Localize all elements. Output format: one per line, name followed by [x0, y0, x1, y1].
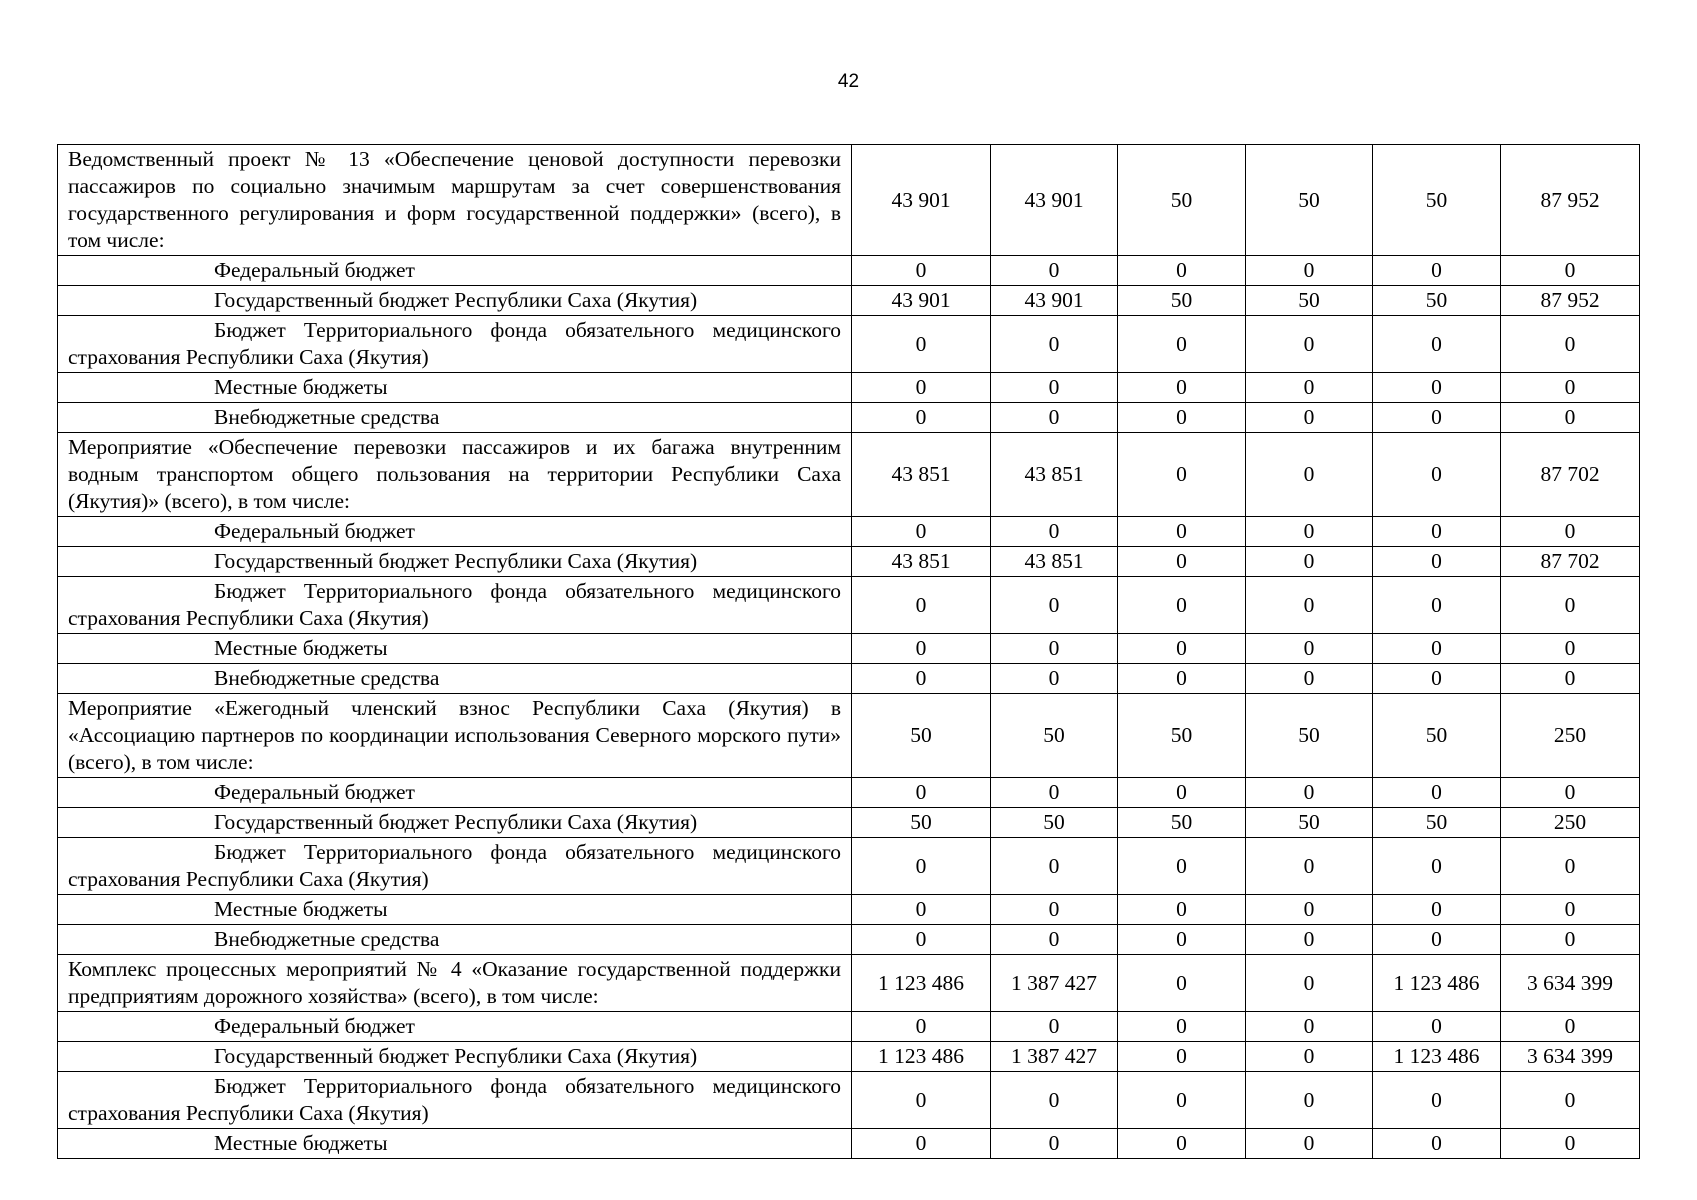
- row-label: Государственный бюджет Республики Саха (Якутия): [58, 286, 852, 316]
- value-cell: 43 851: [991, 547, 1118, 577]
- value-cell: 0: [1246, 403, 1373, 433]
- value-cell: 0: [1118, 403, 1246, 433]
- value-cell: 0: [1118, 925, 1246, 955]
- value-cell: 0: [1246, 634, 1373, 664]
- row-label: Государственный бюджет Республики Саха (Якутия): [58, 547, 852, 577]
- value-cell: 50: [1373, 808, 1501, 838]
- value-cell: 0: [991, 634, 1118, 664]
- row-label: Федеральный бюджет: [58, 1012, 852, 1042]
- table-row: [58, 1012, 1640, 1042]
- value-cell: 1 123 486: [852, 1042, 991, 1072]
- value-cell: 0: [1246, 547, 1373, 577]
- table-row: [58, 808, 1640, 838]
- page-number: 42: [837, 71, 860, 92]
- value-cell: 0: [1501, 256, 1640, 286]
- value-cell: 0: [1501, 838, 1640, 895]
- value-cell: 0: [1118, 895, 1246, 925]
- table-row: [58, 634, 1640, 664]
- section-value-cell: 0: [1118, 433, 1246, 517]
- value-cell: 87 702: [1501, 547, 1640, 577]
- value-cell: 0: [852, 1129, 991, 1159]
- section-value-cell: 50: [1246, 694, 1373, 778]
- value-cell: 0: [852, 373, 991, 403]
- value-cell: 0: [852, 403, 991, 433]
- value-cell: 0: [1501, 778, 1640, 808]
- table-row: [58, 1042, 1640, 1072]
- value-cell: 0: [1373, 316, 1501, 373]
- value-cell: 0: [1246, 778, 1373, 808]
- value-cell: 0: [1373, 925, 1501, 955]
- value-cell: 0: [1373, 577, 1501, 634]
- value-cell: 0: [1373, 1012, 1501, 1042]
- row-label: Федеральный бюджет: [58, 517, 852, 547]
- value-cell: 0: [852, 778, 991, 808]
- section-value-cell: 87 952: [1501, 145, 1640, 256]
- row-label: Государственный бюджет Республики Саха (Якутия): [58, 808, 852, 838]
- section-row: [58, 145, 1640, 256]
- value-cell: 50: [1246, 286, 1373, 316]
- row-label: Бюджет Территориального фонда обязательного медицинского страхования Республики Саха (Якутия): [58, 577, 852, 634]
- section-value-cell: 1 123 486: [852, 955, 991, 1012]
- value-cell: 0: [1118, 634, 1246, 664]
- value-cell: 0: [1118, 1129, 1246, 1159]
- value-cell: 0: [852, 577, 991, 634]
- value-cell: 0: [1246, 1072, 1373, 1129]
- value-cell: 0: [991, 925, 1118, 955]
- row-label: Внебюджетные средства: [58, 925, 852, 955]
- value-cell: 0: [1246, 838, 1373, 895]
- value-cell: 0: [1501, 1129, 1640, 1159]
- value-cell: 0: [991, 316, 1118, 373]
- value-cell: 50: [852, 808, 991, 838]
- section-value-cell: 50: [1373, 145, 1501, 256]
- table-row: [58, 1072, 1640, 1129]
- value-cell: 0: [991, 403, 1118, 433]
- value-cell: 0: [1118, 316, 1246, 373]
- value-cell: 0: [1246, 373, 1373, 403]
- section-title: Мероприятие «Обеспечение перевозки пассажиров и их багажа внутренним водным транспортом общего пользования на территории Республики Саха (Якутия)» (всего), в том числе:: [58, 433, 852, 517]
- value-cell: 0: [852, 517, 991, 547]
- section-value-cell: 43 851: [852, 433, 991, 517]
- value-cell: 0: [1501, 316, 1640, 373]
- section-value-cell: 1 123 486: [1373, 955, 1501, 1012]
- row-label: Бюджет Территориального фонда обязательного медицинского страхования Республики Саха (Якутия): [58, 838, 852, 895]
- value-cell: 50: [991, 808, 1118, 838]
- value-cell: 0: [852, 1072, 991, 1129]
- row-label: Федеральный бюджет: [58, 256, 852, 286]
- value-cell: 0: [1246, 664, 1373, 694]
- value-cell: 1 123 486: [1373, 1042, 1501, 1072]
- value-cell: 0: [1246, 925, 1373, 955]
- value-cell: 43 901: [991, 286, 1118, 316]
- value-cell: 0: [1373, 1129, 1501, 1159]
- table-row: [58, 286, 1640, 316]
- section-value-cell: 3 634 399: [1501, 955, 1640, 1012]
- value-cell: 0: [1373, 778, 1501, 808]
- value-cell: 0: [1118, 1072, 1246, 1129]
- section-row: [58, 433, 1640, 517]
- section-value-cell: 50: [1246, 145, 1373, 256]
- table-row: [58, 778, 1640, 808]
- section-value-cell: 0: [1373, 433, 1501, 517]
- table-row: [58, 895, 1640, 925]
- section-value-cell: 0: [1246, 433, 1373, 517]
- table-row: [58, 403, 1640, 433]
- value-cell: 3 634 399: [1501, 1042, 1640, 1072]
- value-cell: 0: [1118, 778, 1246, 808]
- value-cell: 0: [1501, 895, 1640, 925]
- table-row: [58, 925, 1640, 955]
- value-cell: 0: [1501, 664, 1640, 694]
- value-cell: 87 952: [1501, 286, 1640, 316]
- value-cell: 0: [1118, 256, 1246, 286]
- value-cell: 0: [1373, 256, 1501, 286]
- value-cell: 0: [1373, 547, 1501, 577]
- row-label: Бюджет Территориального фонда обязательного медицинского страхования Республики Саха (Якутия): [58, 1072, 852, 1129]
- value-cell: 0: [991, 778, 1118, 808]
- budget-table-body: [58, 145, 1640, 1159]
- section-value-cell: 0: [1246, 955, 1373, 1012]
- value-cell: 0: [1118, 838, 1246, 895]
- value-cell: 0: [852, 256, 991, 286]
- row-label: Внебюджетные средства: [58, 403, 852, 433]
- value-cell: 250: [1501, 808, 1640, 838]
- value-cell: 0: [991, 664, 1118, 694]
- section-value-cell: 50: [852, 694, 991, 778]
- table-row: [58, 256, 1640, 286]
- row-label: Государственный бюджет Республики Саха (Якутия): [58, 1042, 852, 1072]
- value-cell: 0: [1373, 373, 1501, 403]
- table-row: [58, 373, 1640, 403]
- value-cell: 0: [852, 664, 991, 694]
- section-value-cell: 0: [1118, 955, 1246, 1012]
- table-row: [58, 838, 1640, 895]
- value-cell: 0: [1118, 577, 1246, 634]
- value-cell: 0: [991, 517, 1118, 547]
- value-cell: 0: [991, 838, 1118, 895]
- value-cell: 0: [1118, 1012, 1246, 1042]
- section-title: Ведомственный проект № 13 «Обеспечение ценовой доступности перевозки пассажиров по социально значимым маршрутам за счет совершенствования государственного регулирования и форм государственной поддержки» (всего), в том числе:: [58, 145, 852, 256]
- table-row: [58, 547, 1640, 577]
- value-cell: 0: [852, 634, 991, 664]
- row-label: Местные бюджеты: [58, 895, 852, 925]
- value-cell: 0: [1501, 373, 1640, 403]
- value-cell: 0: [1373, 1072, 1501, 1129]
- row-label: Местные бюджеты: [58, 1129, 852, 1159]
- value-cell: 0: [1246, 256, 1373, 286]
- section-value-cell: 50: [1373, 694, 1501, 778]
- value-cell: 0: [1118, 547, 1246, 577]
- value-cell: 0: [1373, 517, 1501, 547]
- row-label: Местные бюджеты: [58, 373, 852, 403]
- value-cell: 0: [1501, 1012, 1640, 1042]
- value-cell: 0: [991, 1129, 1118, 1159]
- section-value-cell: 43 901: [991, 145, 1118, 256]
- value-cell: 0: [1118, 1042, 1246, 1072]
- section-value-cell: 50: [991, 694, 1118, 778]
- row-label: Местные бюджеты: [58, 634, 852, 664]
- value-cell: 0: [1246, 1012, 1373, 1042]
- value-cell: 0: [1501, 634, 1640, 664]
- value-cell: 50: [1118, 808, 1246, 838]
- row-label: Федеральный бюджет: [58, 778, 852, 808]
- value-cell: 0: [1373, 664, 1501, 694]
- section-value-cell: 250: [1501, 694, 1640, 778]
- value-cell: 0: [1501, 403, 1640, 433]
- section-value-cell: 43 901: [852, 145, 991, 256]
- section-value-cell: 43 851: [991, 433, 1118, 517]
- value-cell: 0: [991, 1012, 1118, 1042]
- value-cell: 0: [991, 1072, 1118, 1129]
- value-cell: 0: [1118, 373, 1246, 403]
- value-cell: 0: [1246, 1042, 1373, 1072]
- value-cell: 0: [1501, 1072, 1640, 1129]
- value-cell: 0: [991, 373, 1118, 403]
- section-value-cell: 87 702: [1501, 433, 1640, 517]
- value-cell: 0: [1373, 838, 1501, 895]
- row-label: Бюджет Территориального фонда обязательного медицинского страхования Республики Саха (Якутия): [58, 316, 852, 373]
- value-cell: 0: [1118, 664, 1246, 694]
- value-cell: 50: [1118, 286, 1246, 316]
- value-cell: 0: [852, 925, 991, 955]
- value-cell: 0: [991, 895, 1118, 925]
- value-cell: 0: [852, 1012, 991, 1042]
- value-cell: 43 901: [852, 286, 991, 316]
- value-cell: 0: [852, 895, 991, 925]
- value-cell: 0: [1501, 925, 1640, 955]
- section-title: Комплекс процессных мероприятий № 4 «Оказание государственной поддержки предприятиям дорожного хозяйства» (всего), в том числе:: [58, 955, 852, 1012]
- section-value-cell: 1 387 427: [991, 955, 1118, 1012]
- value-cell: 0: [1501, 577, 1640, 634]
- value-cell: 0: [1246, 895, 1373, 925]
- value-cell: 0: [1246, 517, 1373, 547]
- table-row: [58, 664, 1640, 694]
- section-title: Мероприятие «Ежегодный членский взнос Республики Саха (Якутия) в «Ассоциацию партнеров по координации использования Северного морского пути» (всего), в том числе:: [58, 694, 852, 778]
- value-cell: 0: [1118, 517, 1246, 547]
- budget-table: [57, 144, 1640, 1159]
- value-cell: 50: [1373, 286, 1501, 316]
- value-cell: 0: [1373, 895, 1501, 925]
- value-cell: 0: [1246, 316, 1373, 373]
- table-row: [58, 517, 1640, 547]
- value-cell: 1 387 427: [991, 1042, 1118, 1072]
- value-cell: 50: [1246, 808, 1373, 838]
- value-cell: 0: [1246, 1129, 1373, 1159]
- section-row: [58, 955, 1640, 1012]
- table-row: [58, 577, 1640, 634]
- value-cell: 0: [1501, 517, 1640, 547]
- table-row: [58, 316, 1640, 373]
- row-label: Внебюджетные средства: [58, 664, 852, 694]
- value-cell: 0: [852, 838, 991, 895]
- value-cell: 0: [852, 316, 991, 373]
- value-cell: 0: [991, 577, 1118, 634]
- value-cell: 0: [1373, 634, 1501, 664]
- value-cell: 0: [991, 256, 1118, 286]
- section-value-cell: 50: [1118, 145, 1246, 256]
- value-cell: 0: [1373, 403, 1501, 433]
- section-value-cell: 50: [1118, 694, 1246, 778]
- table-row: [58, 1129, 1640, 1159]
- value-cell: 43 851: [852, 547, 991, 577]
- value-cell: 0: [1246, 577, 1373, 634]
- section-row: [58, 694, 1640, 778]
